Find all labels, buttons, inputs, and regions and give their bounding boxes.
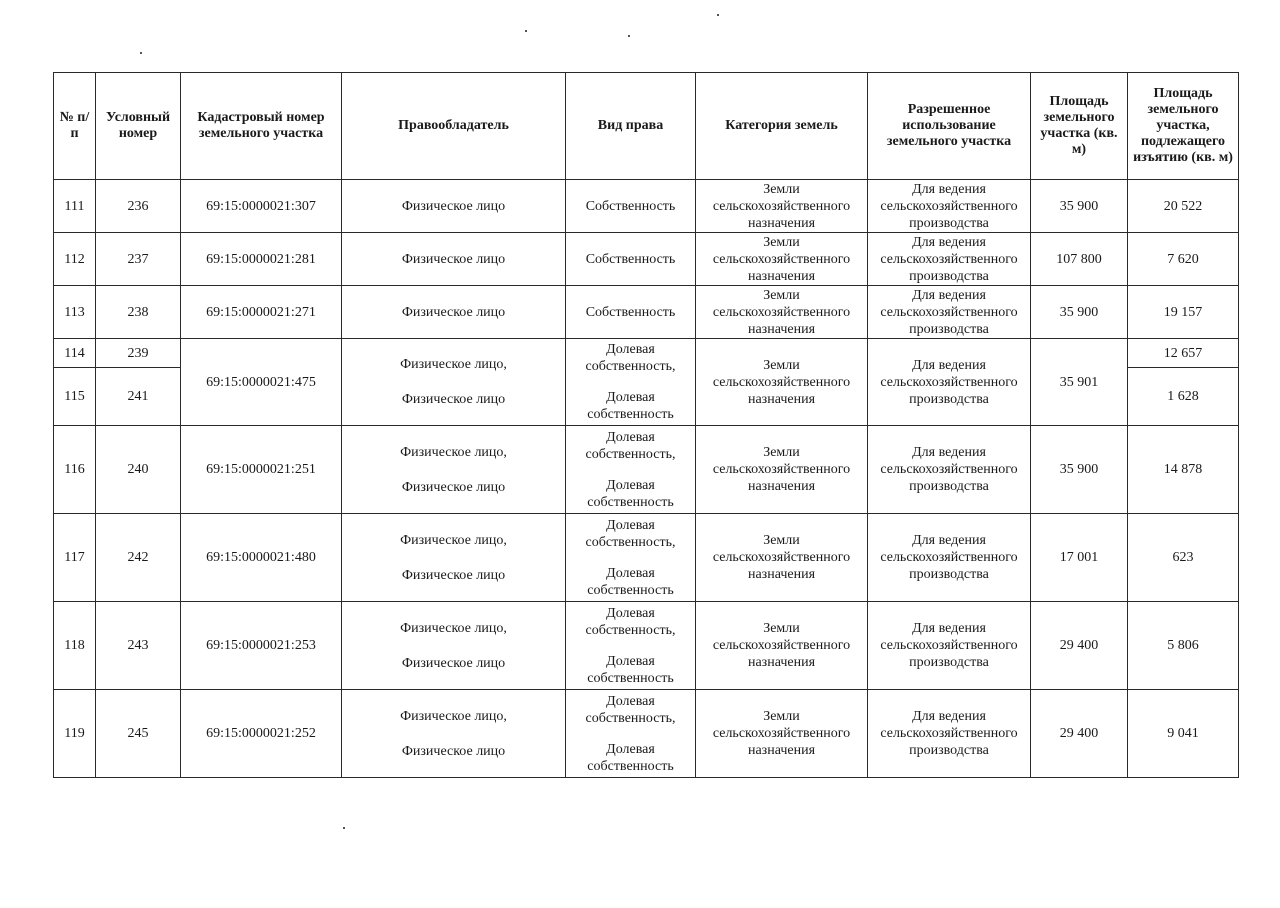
- owner-line: Физическое лицо: [401, 655, 506, 671]
- right-line: Долевая собственность,: [585, 605, 676, 638]
- owner-line: Физическое лицо,: [400, 708, 507, 724]
- right-line: Долевая собственность,: [585, 517, 676, 550]
- cell-category: Земли сельскохозяйственного назначения: [696, 602, 868, 690]
- owner-pair: [344, 356, 563, 408]
- cell-cond: 245: [96, 690, 181, 778]
- cell-owner: [342, 690, 566, 778]
- cell-category: Земли сельскохозяйственного назначения: [696, 286, 868, 339]
- table-row: [54, 690, 1239, 778]
- cell-seized: 19 157: [1128, 286, 1239, 339]
- cell-cond: 238: [96, 286, 181, 339]
- cell-seized: 7 620: [1128, 233, 1239, 286]
- right-line: Долевая собственность,: [585, 342, 676, 374]
- scan-speck: [525, 30, 527, 32]
- cell-area: 107 800: [1031, 233, 1128, 286]
- cell-cond: 240: [96, 426, 181, 514]
- cell-right: Собственность: [566, 180, 696, 233]
- cell-cad: 69:15:0000021:252: [181, 690, 342, 778]
- cell-seized: 20 522: [1128, 180, 1239, 233]
- cell-num: 119: [54, 690, 96, 778]
- cell-cond: 237: [96, 233, 181, 286]
- cell-right: Собственность: [566, 233, 696, 286]
- table-row: [54, 426, 1239, 514]
- cell-area: 17 001: [1031, 514, 1128, 602]
- header-area: Площадь земельного участка (кв. м): [1031, 73, 1128, 180]
- owner-line: Физическое лицо,: [400, 620, 507, 636]
- right-line: Долевая собственность: [587, 653, 674, 686]
- cell-category: Земли сельскохозяйственного назначения: [696, 514, 868, 602]
- cell-seized: 14 878: [1128, 426, 1239, 514]
- cell-cad: 69:15:0000021:475: [181, 339, 342, 426]
- right-line: Долевая собственность: [587, 565, 674, 598]
- cell-num: 114: [54, 339, 96, 368]
- cell-category: Земли сельскохозяйственного назначения: [696, 339, 868, 426]
- cell-num: 117: [54, 514, 96, 602]
- owner-pair: [344, 532, 563, 584]
- header-row: [54, 73, 1239, 180]
- cell-area: 35 900: [1031, 426, 1128, 514]
- cell-cad: 69:15:0000021:307: [181, 180, 342, 233]
- owner-line: Физическое лицо,: [400, 444, 507, 460]
- cell-owner: Физическое лицо: [342, 233, 566, 286]
- cell-seized: 12 657: [1128, 339, 1239, 368]
- right-line: Долевая собственность,: [585, 693, 676, 726]
- owner-line: Физическое лицо,: [400, 357, 507, 372]
- cell-area: 29 400: [1031, 690, 1128, 778]
- header-permitted-use: Разрешенное использование земельного участка: [868, 73, 1031, 180]
- cell-use: Для ведения сельскохозяйственного производства: [868, 339, 1031, 426]
- cell-owner: [342, 426, 566, 514]
- cell-owner: [342, 514, 566, 602]
- cell-num: 111: [54, 180, 96, 233]
- cell-use: Для ведения сельскохозяйственного производства: [868, 690, 1031, 778]
- cell-right: [566, 514, 696, 602]
- cell-use: Для ведения сельскохозяйственного производства: [868, 426, 1031, 514]
- table-row: [54, 286, 1239, 339]
- cell-use: Для ведения сельскохозяйственного производства: [868, 233, 1031, 286]
- cell-cond: 242: [96, 514, 181, 602]
- cell-category: Земли сельскохозяйственного назначения: [696, 426, 868, 514]
- cell-owner: Физическое лицо: [342, 286, 566, 339]
- cell-area: 35 900: [1031, 180, 1128, 233]
- cell-seized: 9 041: [1128, 690, 1239, 778]
- land-register-table: [53, 72, 1239, 778]
- right-line: Долевая собственность: [587, 390, 674, 422]
- cell-right: [566, 602, 696, 690]
- cell-cond: 243: [96, 602, 181, 690]
- header-conditional-number: Условный номер: [96, 73, 181, 180]
- owner-line: Физическое лицо: [401, 743, 506, 759]
- cell-seized: 623: [1128, 514, 1239, 602]
- cell-area: 35 901: [1031, 339, 1128, 426]
- cell-right: [566, 339, 696, 426]
- cell-cad: 69:15:0000021:480: [181, 514, 342, 602]
- scan-speck: [717, 14, 719, 16]
- cell-num: 113: [54, 286, 96, 339]
- owner-pair: [344, 620, 563, 672]
- cell-cad: 69:15:0000021:271: [181, 286, 342, 339]
- cell-area: 29 400: [1031, 602, 1128, 690]
- cell-owner: [342, 602, 566, 690]
- header-num: № п/п: [54, 73, 96, 180]
- cell-right: [566, 690, 696, 778]
- cell-cad: 69:15:0000021:253: [181, 602, 342, 690]
- right-line: Долевая собственность: [587, 477, 674, 510]
- cell-owner: [342, 339, 566, 426]
- cell-right: Собственность: [566, 286, 696, 339]
- cell-seized: 1 628: [1128, 368, 1239, 426]
- scan-speck: [140, 52, 142, 54]
- cell-cond: 236: [96, 180, 181, 233]
- scan-speck: [628, 35, 630, 37]
- owner-line: Физическое лицо: [401, 479, 506, 495]
- cell-cond: 241: [96, 368, 181, 426]
- cell-use: Для ведения сельскохозяйственного производства: [868, 514, 1031, 602]
- cell-area: 35 900: [1031, 286, 1128, 339]
- table-row: [54, 602, 1239, 690]
- table-row: [54, 180, 1239, 233]
- header-right-type: Вид права: [566, 73, 696, 180]
- cell-right: [566, 426, 696, 514]
- cell-cad: 69:15:0000021:251: [181, 426, 342, 514]
- header-seized-area: Площадь земельного участка, подлежащего изъятию (кв. м): [1128, 73, 1239, 180]
- header-cadastral-number: Кадастровый номер земельного участка: [181, 73, 342, 180]
- cell-use: Для ведения сельскохозяйственного производства: [868, 286, 1031, 339]
- cell-owner: Физическое лицо: [342, 180, 566, 233]
- cell-cond: 239: [96, 339, 181, 368]
- cell-category: Земли сельскохозяйственного назначения: [696, 180, 868, 233]
- header-land-category: Категория земель: [696, 73, 868, 180]
- owner-line: Физическое лицо: [401, 567, 506, 583]
- table-row: [54, 339, 1239, 368]
- cell-seized: 5 806: [1128, 602, 1239, 690]
- owner-line: Физическое лицо,: [400, 532, 507, 548]
- owner-pair: [344, 708, 563, 760]
- header-owner: Правообладатель: [342, 73, 566, 180]
- cell-use: Для ведения сельскохозяйственного производства: [868, 180, 1031, 233]
- owner-line: Физическое лицо: [401, 392, 506, 407]
- cell-use: Для ведения сельскохозяйственного производства: [868, 602, 1031, 690]
- cell-num: 118: [54, 602, 96, 690]
- right-line: Долевая собственность,: [585, 429, 676, 462]
- cell-num: 115: [54, 368, 96, 426]
- cell-category: Земли сельскохозяйственного назначения: [696, 233, 868, 286]
- cell-num: 112: [54, 233, 96, 286]
- table-row: [54, 233, 1239, 286]
- table-row: [54, 514, 1239, 602]
- right-line: Долевая собственность: [587, 741, 674, 774]
- scan-speck: [343, 827, 345, 829]
- cell-num: 116: [54, 426, 96, 514]
- cell-category: Земли сельскохозяйственного назначения: [696, 690, 868, 778]
- cell-cad: 69:15:0000021:281: [181, 233, 342, 286]
- owner-pair: [344, 444, 563, 496]
